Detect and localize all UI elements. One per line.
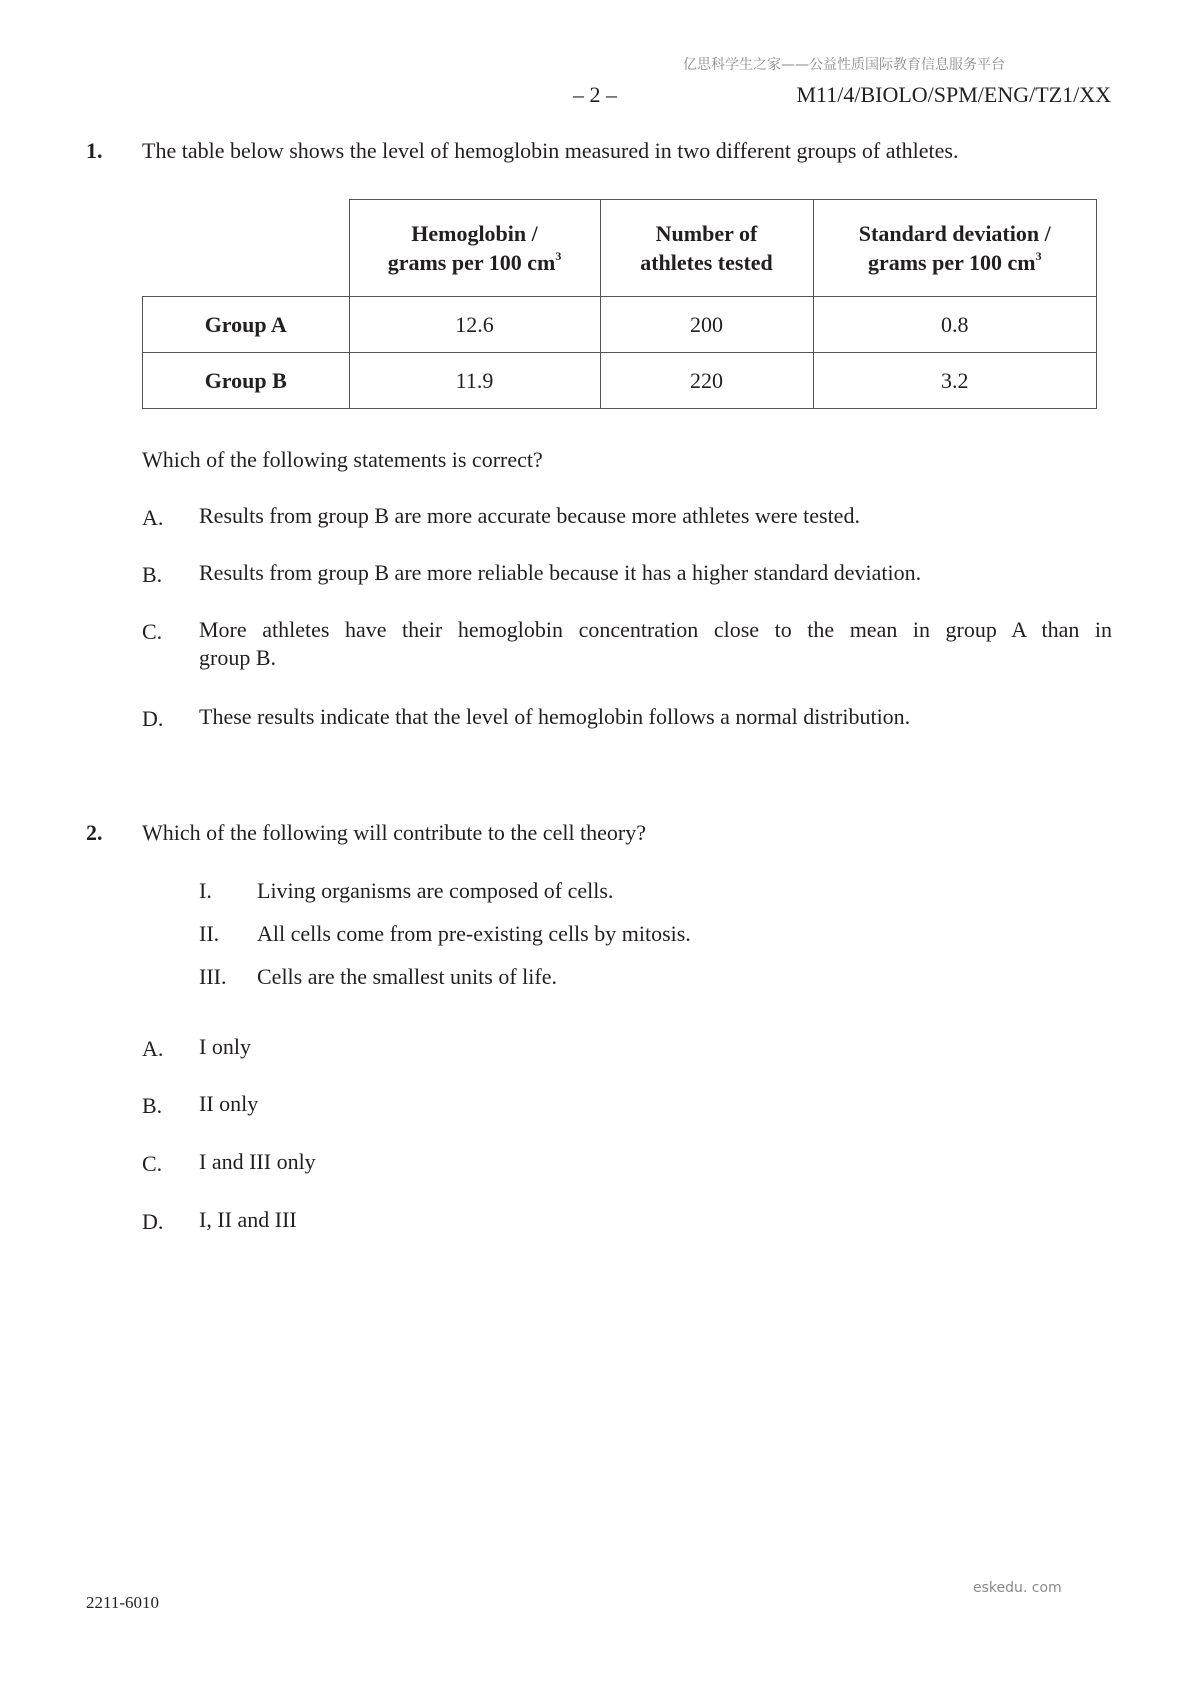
row-label-group-a: Group A [143, 297, 350, 353]
question-1-number: 1. [86, 138, 103, 163]
q2-statement-2-numeral: II. [199, 921, 220, 946]
question-2-number: 2. [86, 820, 103, 845]
watermark-text: 亿思科学生之家——公益性质国际教育信息服务平台 [683, 57, 1005, 73]
q2-option-d-text: I, II and III [199, 1207, 297, 1232]
q2-option-b-text: II only [199, 1091, 259, 1116]
q1-option-c-letter: C. [142, 619, 163, 644]
q2-option-b-letter: B. [142, 1093, 163, 1118]
cell-hemoglobin: 11.9 [349, 353, 600, 409]
table-header-row [143, 200, 1097, 297]
q2-statement-3-numeral: III. [199, 964, 227, 989]
q2-option-a-letter: A. [142, 1036, 164, 1061]
q2-option-c-letter: C. [142, 1151, 163, 1176]
cell-hemoglobin: 12.6 [349, 297, 600, 353]
q1-option-c-text-line1: More athletes have their hemoglobin concentration close to the mean in group A than in [199, 617, 1112, 642]
header-sd-sup: 3 [1035, 248, 1042, 263]
question-1-prompt: The table below shows the level of hemoglobin measured in two different groups of athletes. [142, 138, 959, 163]
q2-option-d-letter: D. [142, 1209, 164, 1234]
header-standard-deviation [813, 200, 1097, 297]
row-label-group-b: Group B [143, 353, 350, 409]
question-2-prompt: Which of the following will contribute to the cell theory? [142, 820, 647, 845]
q1-option-a-letter: A. [142, 505, 164, 530]
header-hemoglobin-sup: 3 [555, 248, 562, 263]
table-row [143, 297, 1097, 353]
table-row [143, 353, 1097, 409]
cell-sd: 3.2 [813, 353, 1097, 409]
cell-athletes: 220 [600, 353, 813, 409]
question-1-stem: Which of the following statements is correct? [142, 447, 543, 472]
header-hemoglobin-line1: Hemoglobin / [411, 221, 538, 246]
footer-site-watermark: eskedu. com [973, 1580, 1062, 1596]
q1-option-b-letter: B. [142, 562, 163, 587]
header-athletes-line1: Number of [655, 221, 758, 246]
q1-option-d-letter: D. [142, 706, 164, 731]
header-sd-line2: grams per 100 cm [867, 250, 1036, 275]
q1-option-a-text: Results from group B are more accurate because more athletes were tested. [199, 503, 860, 528]
header-hemoglobin-line2: grams per 100 cm [387, 250, 556, 275]
header-sd-line1: Standard deviation / [858, 221, 1051, 246]
header-athletes-line2: athletes tested [640, 250, 773, 275]
cell-athletes: 200 [600, 297, 813, 353]
q2-statement-1-numeral: I. [199, 878, 212, 903]
hemoglobin-table [142, 199, 1097, 409]
q2-statement-2-text: All cells come from pre-existing cells by mitosis. [257, 921, 691, 946]
footer-paper-code: 2211-6010 [86, 1593, 160, 1612]
table-corner-cell [143, 200, 350, 297]
q1-option-d-text: These results indicate that the level of hemoglobin follows a normal distribution. [199, 704, 911, 729]
paper-code: M11/4/BIOLO/SPM/ENG/TZ1/XX [796, 82, 1111, 107]
q2-option-c-text: I and III only [199, 1149, 316, 1174]
q2-option-a-text: I only [199, 1034, 251, 1059]
cell-sd: 0.8 [813, 297, 1097, 353]
q1-option-b-text: Results from group B are more reliable because it has a higher standard deviation. [199, 560, 922, 585]
page-number: – 2 – [573, 82, 617, 107]
header-hemoglobin [349, 200, 600, 297]
header-athletes [600, 200, 813, 297]
q2-statement-3-text: Cells are the smallest units of life. [257, 964, 557, 989]
q2-statement-1-text: Living organisms are composed of cells. [257, 878, 614, 903]
q1-option-c-text-line2: group B. [199, 645, 276, 670]
